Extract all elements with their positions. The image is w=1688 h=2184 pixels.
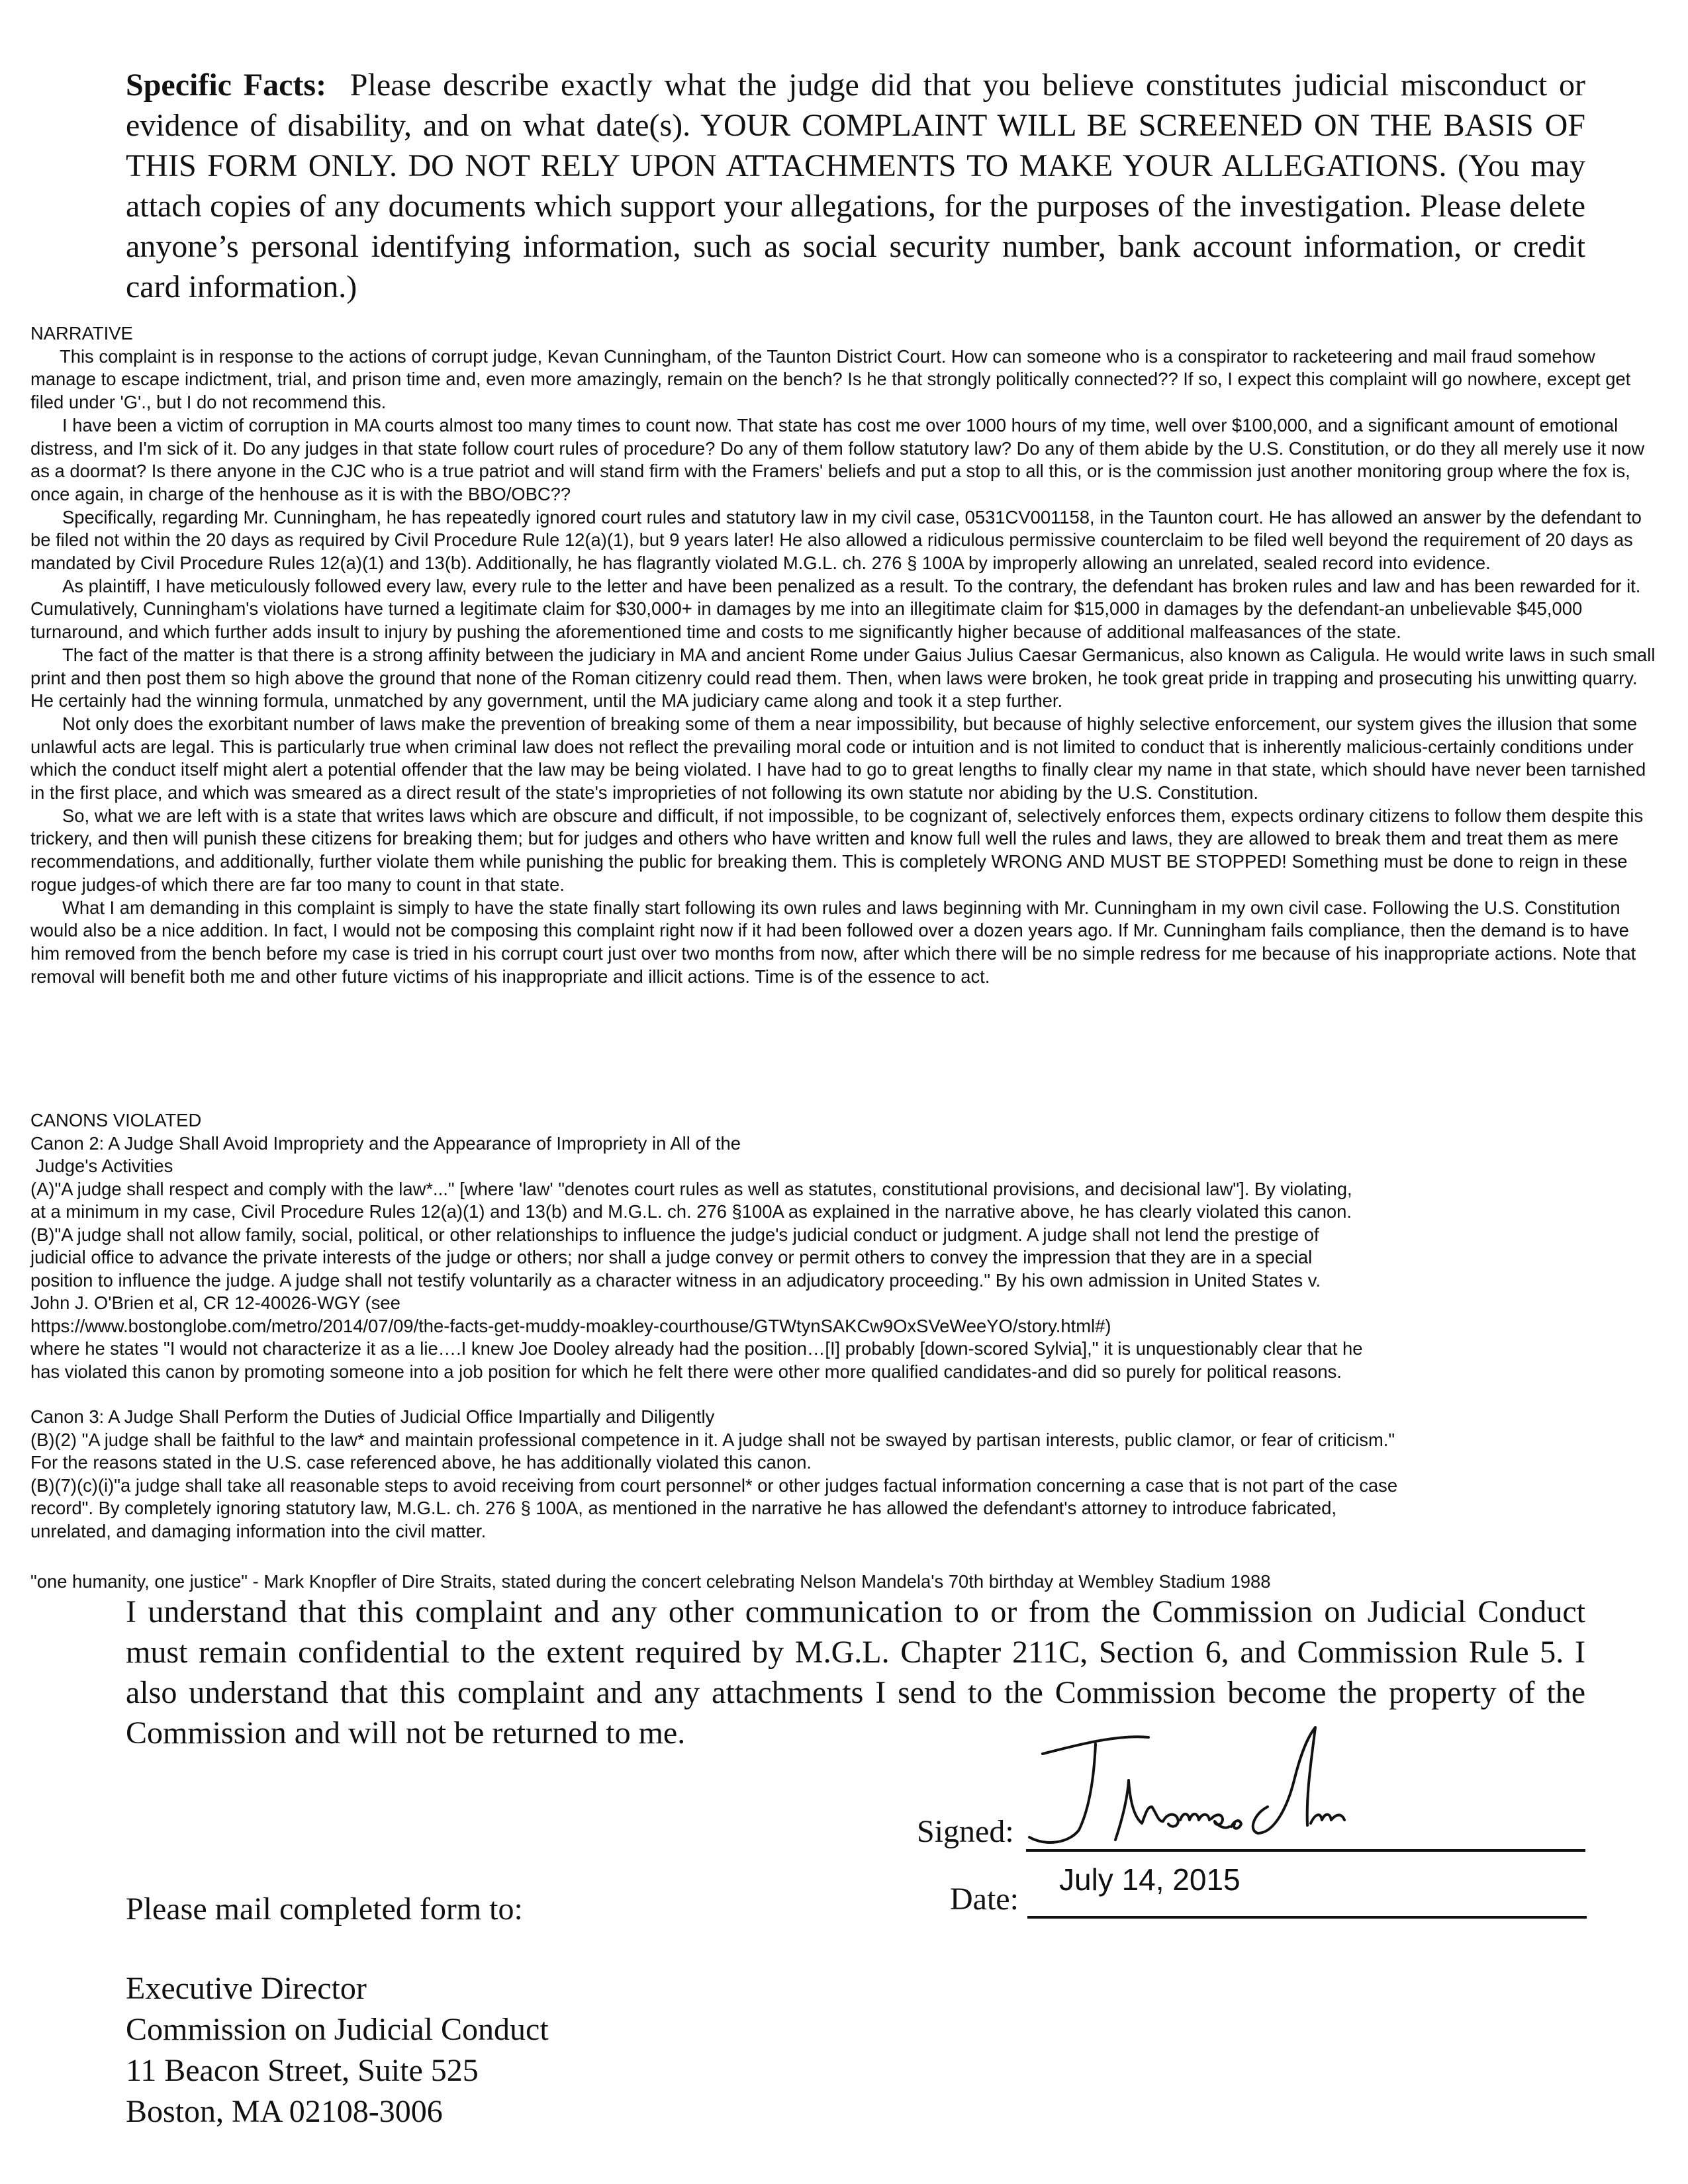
narrative-paragraph: This complaint is in response to the actions of corrupt judge, Kevan Cunningham, of the Taunton District Court. How can someone who is a conspirator to racketeering and mail fraud somehow manage to escape indictment, trial, and prison time and, even more amazingly, remain on the bench? Is he that strongly politically connected?? If so, I expect this complaint will go nowhere, except get filed under 'G'., but I do not recommend this.: [30, 345, 1631, 413]
canon-3-line: (B)(2) "A judge shall be faithful to the law* and maintain professional competence in it. A judge shall not be swayed by partisan interests, public clamor, or fear of criticism.": [30, 1429, 1395, 1450]
signature-field: [917, 1787, 1587, 1849]
narrative-paragraph: Specifically, regarding Mr. Cunningham, he has repeatedly ignored court rules and statutory law in my civil case, 0531CV001158, in the Taunton court. He has allowed an answer by the defendant to be filed not within the 20 days as required by Civil Procedure Rule 12(a)(1), but 9 years later! He also allowed a ridiculous permissive counterclaim to be filed well beyond the requirement of 20 days as mandated by Civil Procedure Rules 12(a)(1) and 13(b). Additionally, he has flagrantly violated M.G.L. ch. 276 § 100A by improperly allowing an unrelated, sealed record into evidence.: [30, 506, 1642, 574]
narrative-paragraph: So, what we are left with is a state that writes laws which are obscure and difficult, if not impossible, to be cognizant of, selectively enforces them, expects ordinary citizens to follow them despite this trickery, and then will punish these citizens for breaking them; but for judges and others who have written and know full well the rules and laws, they are allowed to break them and treat them as mere recommendations, and additionally, further violate them while punishing the public for breaking them. This is completely WRONG AND MUST BE STOPPED! Something must be done to reign in these rogue judges-of which there are far too many to count in that state.: [30, 805, 1644, 895]
canon-3-line: Canon 3: A Judge Shall Perform the Duties of Judicial Office Impartially and Diligently: [30, 1406, 715, 1427]
address-line: Commission on Judicial Conduct: [126, 2012, 549, 2047]
narrative-section: [30, 322, 1656, 988]
narrative-paragraph: What I am demanding in this complaint is simply to have the state finally start following its own rules and laws beginning with Mr. Cunningham in my own civil case. Following the U.S. Constitution would also be a nice addition. In fact, I would not be composing this complaint right now if it had been followed over a dozen years ago. If Mr. Cunningham fails compliance, then the demand is to have him removed from the bench before my case is tried in his corrupt court just over two months from now, after which there will be no simple redress for me because of his inappropriate actions. Note that removal will benefit both me and other future victims of his inappropriate and illicit actions. Time is of the essence to act.: [30, 897, 1636, 987]
narrative-paragraph: As plaintiff, I have meticulously followed every law, every rule to the letter and have been penalized as a result. To the contrary, the defendant has broken rules and law and has been rewarded for it. Cumulatively, Cunningham's violations have turned a legitimate claim for $30,000+ in damages by me into an illegitimate claim for $15,000 in damages by the defendant-an unbelievable $45,000 turnaround, and which further adds insult to injury by pushing the aforementioned time and costs to me significantly higher because of additional malfeasances of the state.: [30, 575, 1641, 643]
canon-2-line: (A)"A judge shall respect and comply with the law*..." [where 'law' "denotes court rules as well as statutes, constitutional provisions, and decisional law"]. By violating,: [30, 1178, 1352, 1199]
canon-2-line: has violated this canon by promoting someone into a job position for which he felt there were other more qualified candidates-and did so purely for political reasons.: [30, 1361, 1342, 1382]
canon-2-url-line: https://www.bostonglobe.com/metro/2014/07/09/the-facts-get-muddy-moakley-courthouse/GTWtynSAKCw9OxSVeWeeYO/story.html#): [30, 1315, 1111, 1336]
address-line: Executive Director: [126, 1971, 367, 2006]
mail-instructions: Please mail completed form to:: [126, 1891, 523, 1927]
specific-facts-text: Please describe exactly what the judge did that you believe constitutes judicial misconduct or evidence of disability, and on what date(s). YOUR COMPLAINT WILL BE SCREENED ON THE BASIS OF THIS FORM ONLY. DO NOT RELY UPON ATTACHMENTS TO MAKE YOUR ALLEGATIONS. (You may attach copies of any documents which support your allegations, for the purposes of the investigation. Please delete anyone’s personal identifying information, such as social security number, bank account information, or credit card information.): [126, 68, 1586, 304]
canon-3-line: (B)(7)(c)(i)"a judge shall take all reasonable steps to avoid receiving from court personnel* or other judges factual information concerning a case that is not part of the case: [30, 1475, 1398, 1496]
date-value: July 14, 2015: [1059, 1862, 1241, 1897]
narrative-heading: NARRATIVE: [30, 323, 133, 343]
canon-2-line: Canon 2: A Judge Shall Avoid Impropriety and the Appearance of Impropriety in All of the: [30, 1132, 741, 1154]
canon-3-line: unrelated, and damaging information into the civil matter.: [30, 1520, 487, 1541]
signed-label: Signed:: [917, 1814, 1014, 1849]
canons-violated-section: [30, 1109, 1619, 1543]
canon-3-line: For the reasons stated in the U.S. case referenced above, he has additionally violated this canon.: [30, 1452, 812, 1473]
address-line: Boston, MA 02108-3006: [126, 2094, 443, 2129]
narrative-paragraph: The fact of the matter is that there is a strong affinity between the judiciary in MA and ancient Rome under Gaius Julius Caesar Germanicus, also known as Caligula. He would write laws in such small print and then post them so high above the ground that none of the Roman citizenry could read them. Then, when laws were broken, he took great pride in trapping and prosecuting his unwitting quarry. He certainly had the winning formula, unmatched by any government, until the MA judiciary came along and took it a step further.: [30, 644, 1656, 711]
confidentiality-acknowledgment: I understand that this complaint and any other communication to or from the Commission on Judicial Conduct must remain confidential to the extent required by M.G.L. Chapter 211C, Section 6, and Commission Rule 5. I also understand that this complaint and any attachments I send to the Commission become the property of the Commission and will not be returned to me.: [126, 1594, 1585, 1751]
canon-2-line: judicial office to advance the private interests of the judge or others; nor shall a judge convey or permit others to convey the impression that they are in a special: [30, 1247, 1313, 1267]
date-label: Date:: [950, 1882, 1019, 1917]
canon-2-line: at a minimum in my case, Civil Procedure Rules 12(a)(1) and 13(b) and M.G.L. ch. 276 §100A as explained in the narrative above, he has clearly violated this canon.: [30, 1201, 1352, 1222]
specific-facts-heading: Specific Facts:: [126, 68, 327, 103]
narrative-paragraph: I have been a victim of corruption in MA courts almost too many times to count now. That state has cost me over 1000 hours of my time, well over $100,000, and a significant amount of emotional distress, and I'm sick of it. Do any judges in that state follow court rules of procedure? Do any of them follow statutory law? Do any of them abide by the U.S. Constitution, or do they all merely use it now as a doormat? Is there anyone in the CJC who is a true patriot and will stand firm with the Framers' beliefs and put a stop to all this, or is the commission just another monitoring group where the fox is, once again, in charge of the henhouse as it is with the BBO/OBC??: [30, 414, 1645, 504]
section-spacer: [30, 1383, 1619, 1406]
signature-line: [1026, 1849, 1585, 1852]
address-line: 11 Beacon Street, Suite 525: [126, 2053, 479, 2088]
canons-heading: CANONS VIOLATED: [30, 1110, 202, 1130]
canon-2-line: John J. O'Brien et al, CR 12-40026-WGY (see: [30, 1293, 400, 1313]
mailing-address: [126, 1968, 549, 2132]
specific-facts-instructions: [126, 65, 1585, 307]
canon-2-line: position to influence the judge. A judge shall not testify voluntarily as a character witness in an adjudicatory proceeding." By his own admission in United States v.: [30, 1269, 1321, 1291]
canon-2-line: (B)"A judge shall not allow family, social, political, or other relationships to influence the judge's judicial conduct or judgment. A judge shall not lend the prestige of: [30, 1224, 1319, 1245]
canon-2-line: where he states "I would not characterize it as a lie….I knew Joe Dooley already had the position…[I] probably [down-scored Sylvia]," it is unquestionably clear that he: [30, 1338, 1363, 1359]
canon-2-line: Judge's Activities: [30, 1156, 173, 1176]
closing-quote: "one humanity, one justice" - Mark Knopfler of Dire Straits, stated during the concert celebrating Nelson Mandela's 70th birthday at Wembley Stadium 1988: [30, 1571, 1271, 1592]
handwritten-signature: [1016, 1707, 1360, 1860]
date-field: [950, 1860, 1587, 1919]
canon-3-line: record". By completely ignoring statutory law, M.G.L. ch. 276 § 100A, as mentioned in the narrative he has allowed the defendant's attorney to introduce fabricated,: [30, 1498, 1336, 1518]
date-line: [1027, 1916, 1587, 1919]
narrative-paragraph: Not only does the exorbitant number of laws make the prevention of breaking some of them a near impossibility, but because of highly selective enforcement, our system gives the illusion that some unlawful acts are legal. This is particularly true when criminal law does not reflect the prevailing moral code or intuition and is not limited to conduct that is inherently malicious-certainly conditions under which the conduct itself might alert a potential offender that the law may be being violated. I have had to go to great lengths to finally clear my name in that state, which should have never been tarnished in the first place, and which was smeared as a direct result of the state's improprieties of not following its own statute nor abiding by the U.S. Constitution.: [30, 713, 1646, 803]
